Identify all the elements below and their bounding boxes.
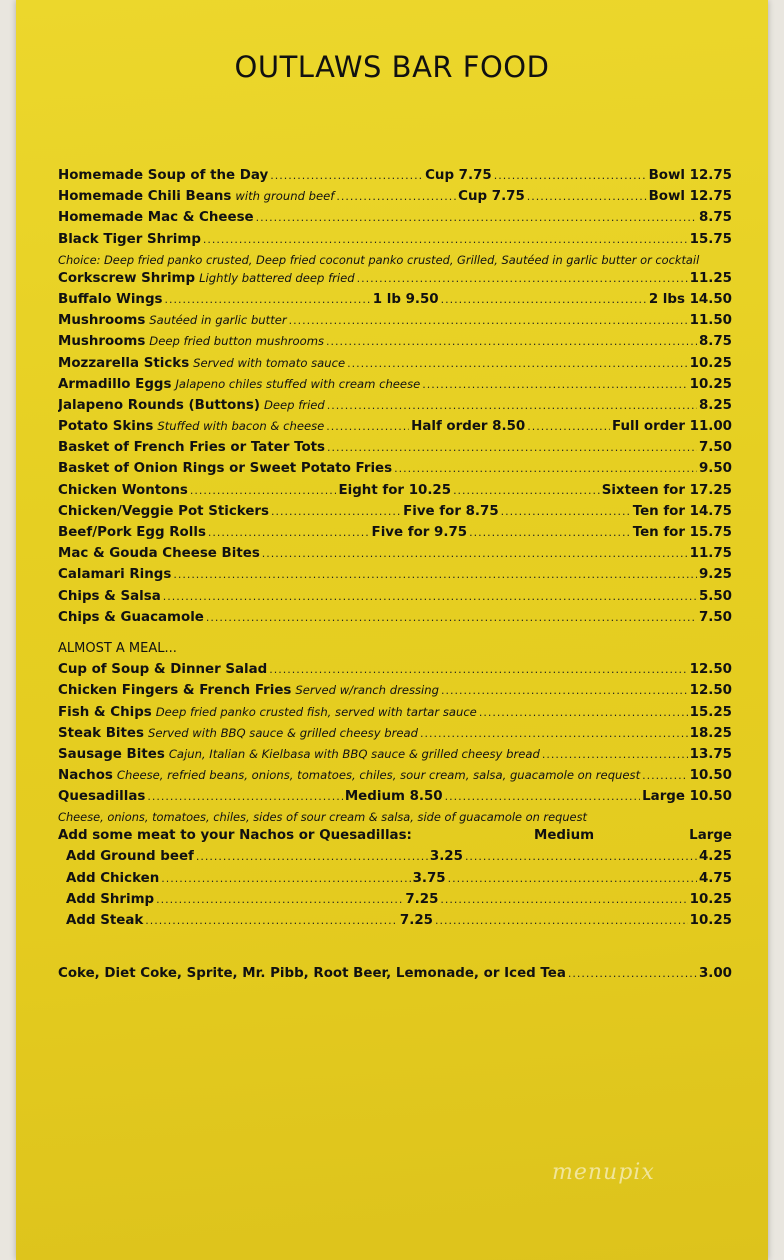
dot-leader xyxy=(394,462,697,475)
item-name: Potato Skins xyxy=(58,419,154,435)
item-price: 10.25 xyxy=(689,376,732,392)
dot-leader xyxy=(289,314,688,327)
dot-leader xyxy=(445,790,640,803)
item-price-small: Cup 7.75 xyxy=(425,168,492,183)
dot-leader xyxy=(269,663,687,676)
item-note xyxy=(58,810,732,828)
item-name: Homemade Chili Beans xyxy=(58,189,232,205)
dot-leader xyxy=(173,568,697,581)
dot-leader xyxy=(196,850,428,863)
item-name: Nachos xyxy=(58,768,113,784)
menu-item xyxy=(58,461,732,482)
item-description: with ground beef xyxy=(235,189,335,204)
item-price-small: Cup 7.75 xyxy=(458,189,525,205)
menu-item xyxy=(58,892,732,913)
item-price: 18.25 xyxy=(689,725,732,741)
item-price-small: Half order 8.50 xyxy=(411,419,526,435)
item-description: Deep fried panko crusted fish, served with tartar sauce xyxy=(155,704,477,719)
dot-leader xyxy=(479,706,688,719)
menu-item xyxy=(58,271,732,292)
item-name: Mac & Gouda Cheese Bites xyxy=(58,546,260,562)
menu-item xyxy=(58,483,732,504)
dot-leader xyxy=(441,293,647,306)
item-price-small: 3.75 xyxy=(412,870,446,886)
menu-item xyxy=(58,567,732,588)
item-description: Cajun, Italian & Kielbasa with BBQ sauce & grilled cheesy bread xyxy=(168,746,540,761)
item-name: Chicken/Veggie Pot Stickers xyxy=(58,503,270,519)
item-price-small: Eight for 10.25 xyxy=(338,482,452,498)
dot-leader xyxy=(206,611,697,624)
item-price: Sixteen for 17.25 xyxy=(601,482,732,498)
item-description: Served with BBQ sauce & grilled cheesy bread xyxy=(147,725,418,740)
dot-leader xyxy=(165,293,371,306)
item-name: Corkscrew Shrimp xyxy=(58,270,196,286)
menu-item xyxy=(58,210,732,231)
item-name: Buffalo Wings xyxy=(58,291,163,307)
menu-items xyxy=(58,168,732,987)
item-price: 10.25 xyxy=(689,891,732,907)
dot-leader xyxy=(642,769,688,782)
dot-leader xyxy=(145,914,398,927)
dot-leader xyxy=(147,790,342,803)
dot-leader xyxy=(203,233,688,246)
addons-large-label: Large xyxy=(689,828,732,844)
item-description: Jalapeno chiles stuffed with cream cheese xyxy=(175,376,421,391)
item-name: Chicken Fingers & French Fries xyxy=(58,683,292,699)
item-price: 11.25 xyxy=(689,270,732,286)
item-price: 5.50 xyxy=(698,588,732,604)
item-price: 15.25 xyxy=(689,704,732,720)
item-price: 13.75 xyxy=(689,746,732,762)
item-price: 11.50 xyxy=(689,313,732,329)
menu-item xyxy=(58,747,732,768)
item-price: 8.75 xyxy=(698,334,732,350)
dot-leader xyxy=(256,211,697,224)
item-name: Mozzarella Sticks xyxy=(58,355,190,371)
dot-leader xyxy=(326,420,409,433)
addons-header xyxy=(58,828,732,849)
item-price-small: 3.25 xyxy=(429,849,463,865)
menu-item xyxy=(58,377,732,398)
watermark-logo: menupix xyxy=(552,1160,655,1185)
item-note xyxy=(58,253,732,271)
item-description: Deep fried button mushrooms xyxy=(149,334,325,349)
item-price: 2 lbs 14.50 xyxy=(648,291,732,307)
item-name: Chips & Salsa xyxy=(58,588,161,604)
item-price: 10.25 xyxy=(689,355,732,371)
dot-leader xyxy=(347,357,688,370)
item-name: Black Tiger Shrimp xyxy=(58,231,201,247)
item-price-small: 7.25 xyxy=(405,891,439,907)
menu-item xyxy=(58,232,732,253)
dot-leader xyxy=(448,872,697,885)
item-price: 12.50 xyxy=(689,683,732,699)
menu-item xyxy=(58,504,732,525)
item-name: Homemade Mac & Cheese xyxy=(58,210,254,226)
dot-leader xyxy=(568,967,697,980)
item-description: Served with tomato sauce xyxy=(193,355,346,370)
menu-item xyxy=(58,398,732,419)
item-price-small: Medium 8.50 xyxy=(344,789,443,805)
item-price: 10.25 xyxy=(689,913,732,928)
menu-item xyxy=(58,313,732,334)
dot-leader xyxy=(420,727,688,740)
item-name: Steak Bites xyxy=(58,725,144,741)
item-price: Ten for 14.75 xyxy=(632,503,732,519)
menu-item xyxy=(58,168,732,189)
item-name: Sausage Bites xyxy=(58,746,165,762)
addons-medium-label: Medium xyxy=(534,828,595,844)
item-description: Cheese, refried beans, onions, tomatoes, chiles, sour cream, salsa, guacamole on request xyxy=(116,768,641,783)
dot-leader xyxy=(422,378,687,391)
item-price: Ten for 15.75 xyxy=(632,525,732,540)
item-price: 9.25 xyxy=(698,567,732,583)
dot-leader xyxy=(336,190,456,203)
menu-item xyxy=(58,966,732,987)
menu-item xyxy=(58,419,732,440)
item-description: Lightly battered deep fried xyxy=(199,270,355,285)
dot-leader xyxy=(527,190,647,203)
note-text: Choice: Deep fried panko crusted, Deep fried coconut panko crusted, Grilled, Sautéed in garlic butter or cocktail xyxy=(58,252,700,267)
menu-item xyxy=(58,726,732,747)
item-price: 11.75 xyxy=(689,546,732,562)
menu-item xyxy=(58,683,732,704)
dot-leader xyxy=(208,526,370,539)
item-name: Quesadillas xyxy=(58,789,146,805)
dot-leader xyxy=(190,484,337,497)
section-heading xyxy=(58,641,732,662)
item-name: Homemade Soup of the Day xyxy=(58,168,269,183)
menu-item xyxy=(58,525,732,546)
dot-leader xyxy=(270,169,423,182)
item-price: Bowl 12.75 xyxy=(648,189,732,205)
dot-leader xyxy=(271,505,401,518)
menu-sheet xyxy=(16,0,768,1260)
item-name: Calamari Rings xyxy=(58,567,172,583)
dot-leader xyxy=(465,850,697,863)
menu-title: OUTLAWS BAR FOOD xyxy=(234,50,550,84)
dot-leader xyxy=(501,505,631,518)
item-price: Large 10.50 xyxy=(642,789,732,805)
item-price: 8.75 xyxy=(698,210,732,226)
item-name: Chips & Guacamole xyxy=(58,609,204,625)
item-price-small: 1 lb 9.50 xyxy=(372,291,439,307)
item-name: Add Chicken xyxy=(66,870,160,886)
item-price-small: Five for 9.75 xyxy=(371,525,468,540)
dot-leader xyxy=(453,484,600,497)
item-price: 10.50 xyxy=(689,768,732,784)
menu-item xyxy=(58,768,732,789)
item-price-small: 7.25 xyxy=(399,913,433,928)
item-name: Fish & Chips xyxy=(58,704,152,720)
drinks-gap xyxy=(58,934,732,966)
note-text: Cheese, onions, tomatoes, chiles, sides of sour cream & salsa, side of guacamole on request xyxy=(58,810,587,825)
item-description: Served w/ranch dressing xyxy=(295,683,439,698)
item-price: Bowl 12.75 xyxy=(648,168,732,183)
item-name: Add Ground beef xyxy=(66,849,194,865)
menu-item xyxy=(58,440,732,461)
item-price-small: Five for 8.75 xyxy=(403,503,499,519)
dot-leader xyxy=(156,893,403,906)
dot-leader xyxy=(440,893,687,906)
section-title: ALMOST A MEAL... xyxy=(58,640,177,656)
menu-item xyxy=(58,849,732,870)
item-name: Basket of Onion Rings or Sweet Potato Fries xyxy=(58,461,393,477)
menu-item xyxy=(58,189,732,210)
menu-item xyxy=(58,610,732,631)
dot-leader xyxy=(161,872,410,885)
dot-leader xyxy=(357,272,688,285)
item-price: 3.00 xyxy=(698,966,732,982)
item-name: Add Shrimp xyxy=(66,891,155,907)
item-price: 15.75 xyxy=(689,231,732,247)
item-description: Stuffed with bacon & cheese xyxy=(157,419,325,434)
dot-leader xyxy=(327,399,697,412)
dot-leader xyxy=(327,441,697,454)
menu-item xyxy=(58,589,732,610)
dot-leader xyxy=(163,590,697,603)
item-name: Jalapeno Rounds (Buttons) xyxy=(58,397,260,413)
item-description: Deep fried xyxy=(263,397,325,412)
addons-label: Add some meat to your Nachos or Quesadillas: xyxy=(58,828,412,844)
dot-leader xyxy=(435,914,688,927)
menu-item xyxy=(58,871,732,892)
item-price: 8.25 xyxy=(698,397,732,413)
item-price: 4.25 xyxy=(698,849,732,865)
menu-item xyxy=(58,662,732,683)
item-name: Add Steak xyxy=(66,913,144,928)
item-name: Coke, Diet Coke, Sprite, Mr. Pibb, Root Beer, Lemonade, or Iced Tea xyxy=(58,966,566,982)
item-name: Cup of Soup & Dinner Salad xyxy=(58,662,268,678)
menu-item xyxy=(58,705,732,726)
item-description: Sautéed in garlic butter xyxy=(149,313,287,328)
dot-leader xyxy=(494,169,647,182)
menu-item xyxy=(58,292,732,313)
dot-leader xyxy=(441,684,688,697)
item-name: Mushrooms xyxy=(58,334,146,350)
section-gap xyxy=(58,631,732,641)
dot-leader xyxy=(469,526,631,539)
item-price: 7.50 xyxy=(698,609,732,625)
dot-leader xyxy=(542,748,688,761)
menu-item xyxy=(58,356,732,377)
menu-item xyxy=(58,334,732,355)
item-name: Chicken Wontons xyxy=(58,482,188,498)
item-price: 4.75 xyxy=(698,870,732,886)
dot-leader xyxy=(262,547,688,560)
menu-item xyxy=(58,789,732,810)
item-price: 9.50 xyxy=(698,461,732,477)
item-name: Beef/Pork Egg Rolls xyxy=(58,525,206,540)
item-name: Basket of French Fries or Tater Tots xyxy=(58,440,326,456)
dot-leader xyxy=(527,420,610,433)
dot-leader xyxy=(326,335,697,348)
menu-item xyxy=(58,546,732,567)
item-price: 12.50 xyxy=(689,662,732,678)
item-name: Armadillo Eggs xyxy=(58,376,172,392)
menu-item xyxy=(58,913,732,934)
item-name: Mushrooms xyxy=(58,313,146,329)
item-price: 7.50 xyxy=(698,440,732,456)
item-price: Full order 11.00 xyxy=(612,419,732,435)
